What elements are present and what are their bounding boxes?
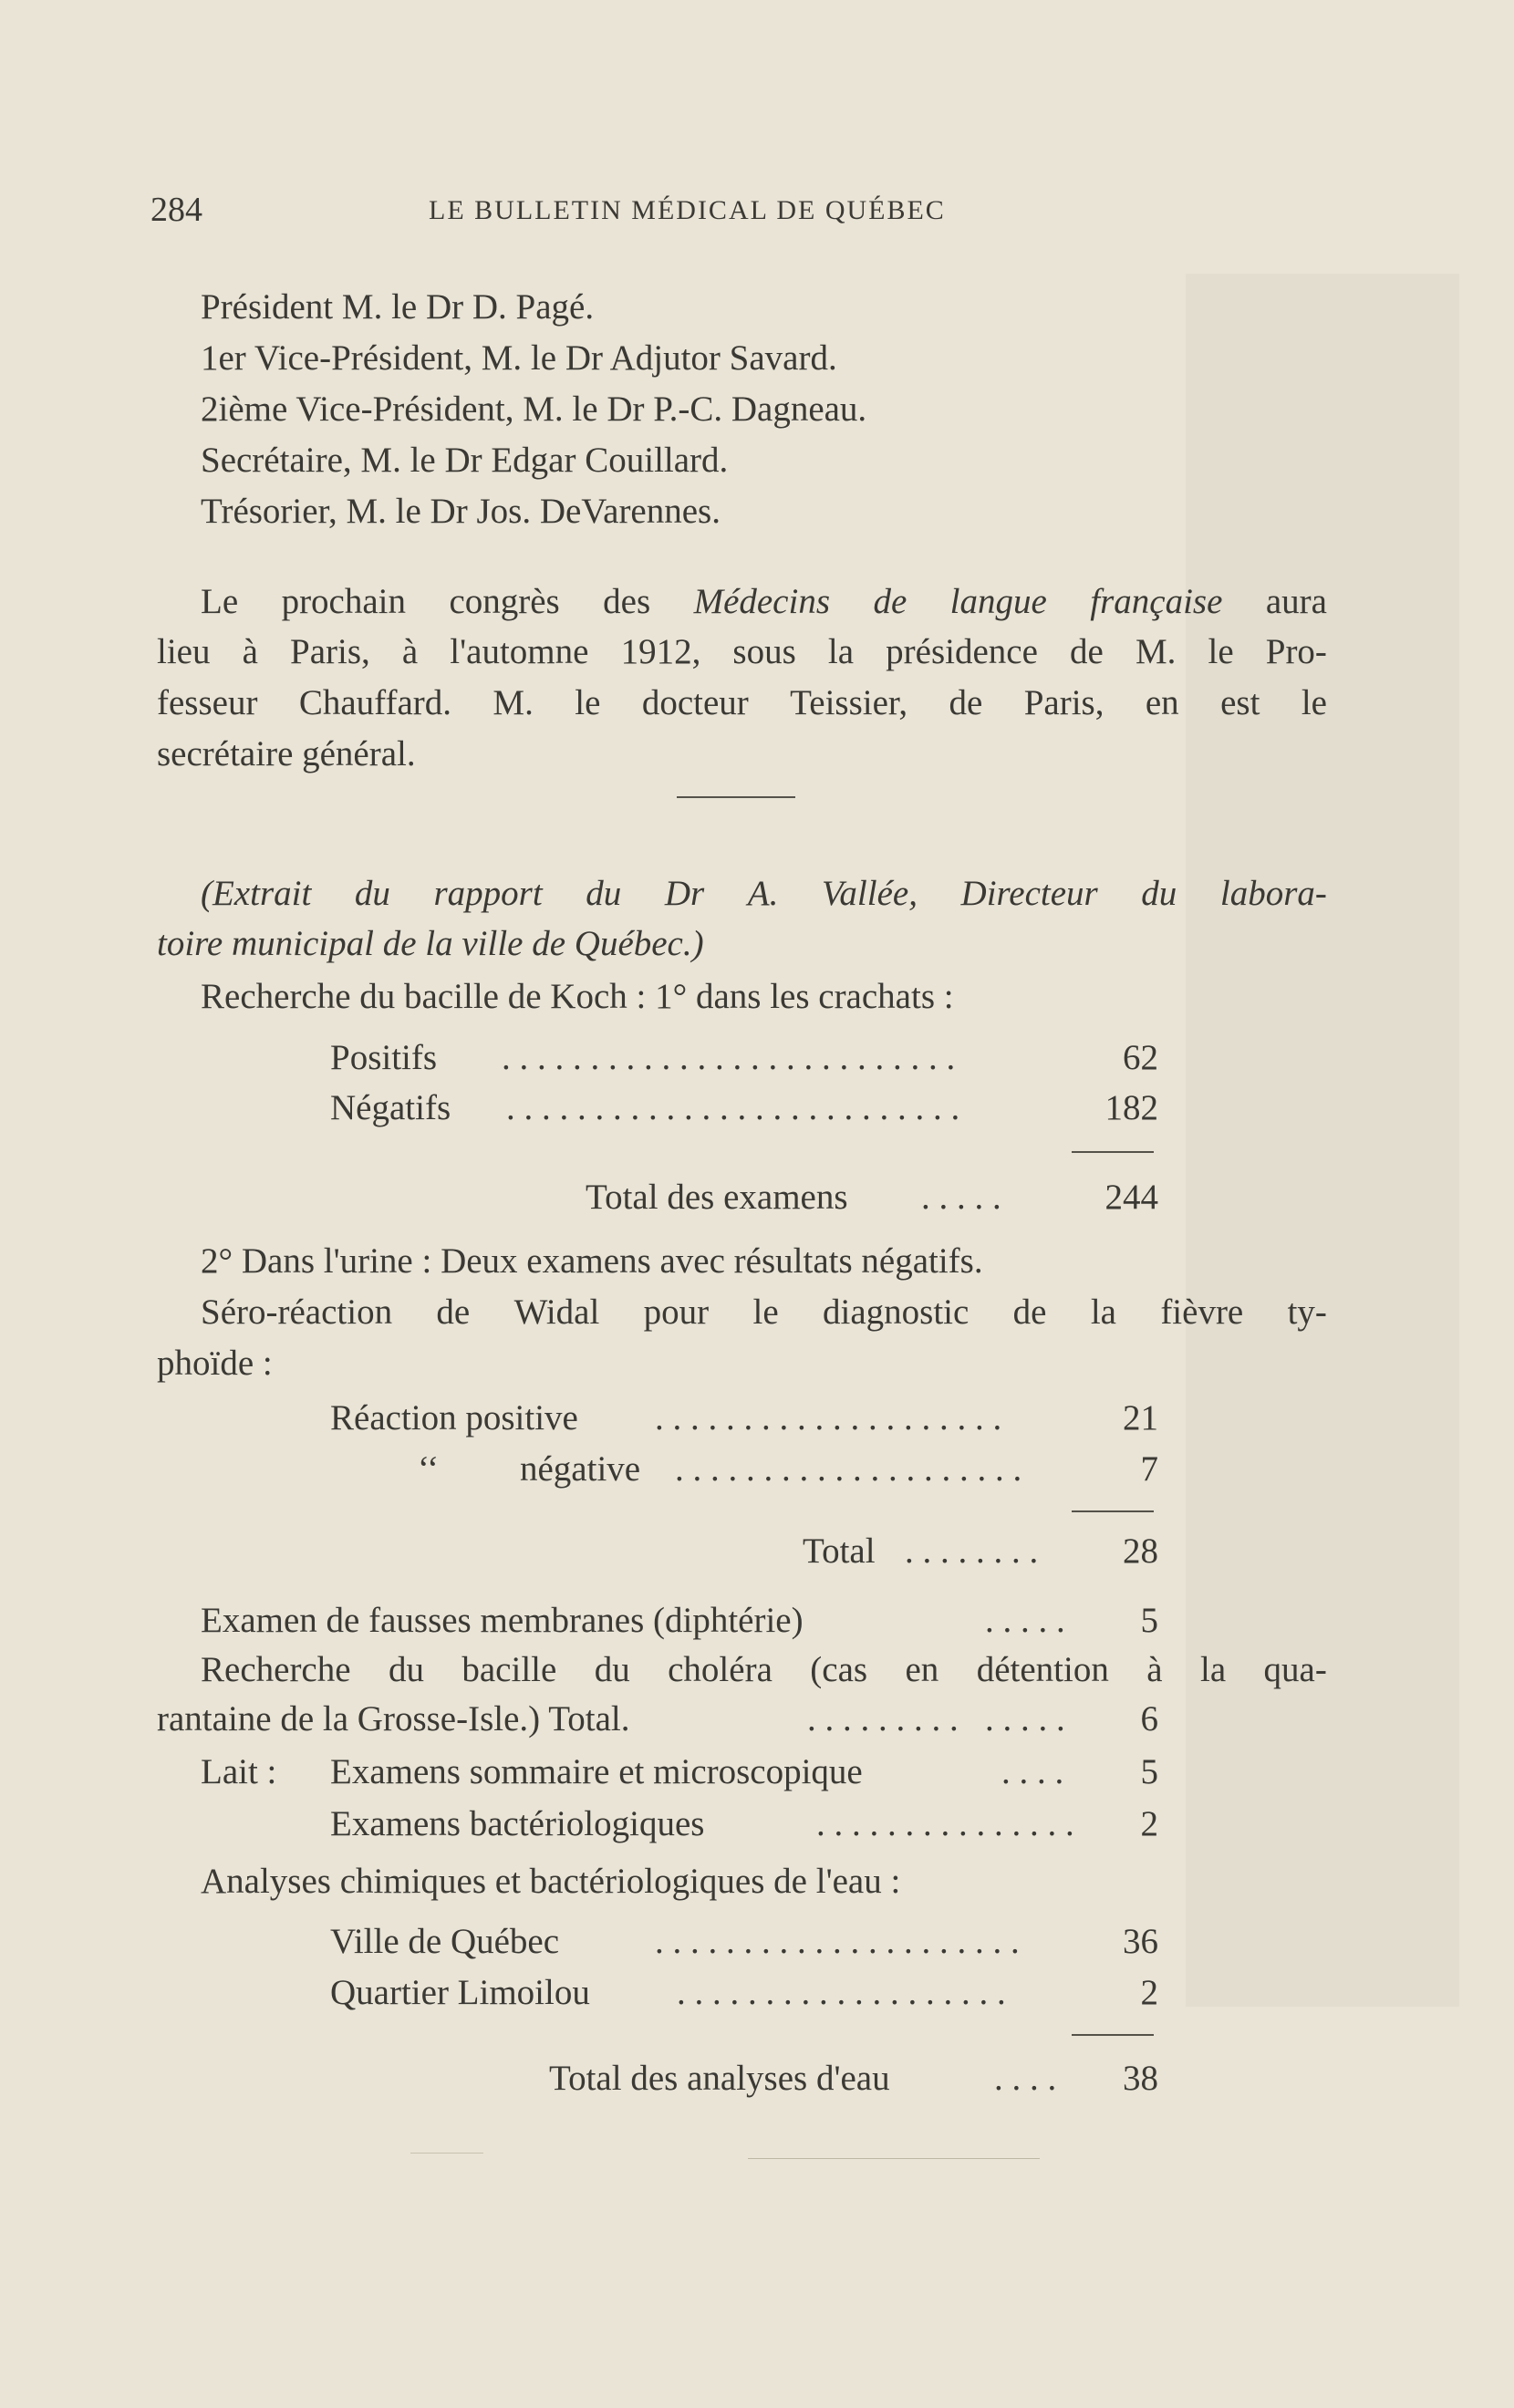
word: Teissier, bbox=[790, 683, 908, 722]
word: Le bbox=[201, 582, 239, 621]
koch-total-value: 244 bbox=[1104, 1178, 1158, 1217]
word: labora- bbox=[1219, 874, 1327, 913]
ditto-mark: ‘‘ bbox=[418, 1449, 440, 1489]
lait-sommaire-label: Examens sommaire et microscopique bbox=[330, 1752, 863, 1791]
negatifs-label: Négatifs bbox=[330, 1088, 451, 1127]
word: française bbox=[1090, 582, 1223, 621]
officer-line: Secrétaire, M. le Dr Edgar Couillard. bbox=[201, 441, 729, 480]
word: (cas bbox=[810, 1650, 868, 1689]
word: des bbox=[603, 582, 651, 621]
word: le bbox=[575, 683, 601, 722]
reaction-negative-label: négative bbox=[520, 1449, 641, 1489]
word: Widal bbox=[513, 1292, 600, 1332]
word: Recherche bbox=[201, 1650, 351, 1689]
word: 1912, bbox=[620, 632, 701, 671]
word: choléra bbox=[668, 1650, 773, 1689]
word: Dr bbox=[664, 874, 705, 913]
word: qua- bbox=[1263, 1650, 1327, 1689]
widal-total-label: Total bbox=[803, 1531, 876, 1571]
widal-line-2: phoïde : bbox=[157, 1344, 273, 1383]
word: Paris, bbox=[290, 632, 370, 671]
word: le bbox=[1301, 683, 1327, 722]
word: de bbox=[873, 582, 907, 621]
word: fièvre bbox=[1160, 1292, 1244, 1332]
koch-total-label: Total des examens bbox=[586, 1178, 848, 1217]
word: prochain bbox=[281, 582, 407, 621]
faint-mark bbox=[410, 2153, 483, 2154]
congress-line-4: secrétaire général. bbox=[157, 734, 416, 773]
limoilou-value: 2 bbox=[1140, 1973, 1158, 2012]
sum-rule bbox=[1072, 1151, 1154, 1153]
reaction-positive-label: Réaction positive bbox=[330, 1398, 578, 1438]
word: du bbox=[594, 1650, 630, 1689]
water-intro: Analyses chimiques et bactériologiques de l'eau : bbox=[201, 1862, 901, 1901]
lait-bact-label: Examens bactériologiques bbox=[330, 1804, 705, 1843]
lait-prefix: Lait : bbox=[201, 1752, 277, 1791]
leader-dots: . . . . . . . . . . . . . . . . . . . . bbox=[655, 1398, 1002, 1438]
word: à bbox=[242, 632, 258, 671]
leader-dots: . . . . bbox=[994, 2059, 1057, 2098]
leader-dots: . . . . . . . . . . . . . . . bbox=[816, 1804, 1074, 1843]
word: de bbox=[1070, 632, 1104, 671]
leader-dots: . . . . . . . . . . . . . . . . . . . bbox=[677, 1973, 1006, 2012]
urine-line: 2° Dans l'urine : Deux examens avec résultats négatifs. bbox=[201, 1241, 983, 1281]
word: Séro-réaction bbox=[201, 1292, 393, 1332]
sum-rule bbox=[1072, 2034, 1154, 2036]
word: M. bbox=[1135, 632, 1177, 671]
word: la bbox=[1199, 1650, 1227, 1689]
cholera-line-1 bbox=[201, 1647, 1327, 1693]
word: en bbox=[1145, 683, 1179, 722]
section-divider bbox=[677, 796, 795, 798]
word: diagnostic bbox=[823, 1292, 970, 1332]
word: est bbox=[1220, 683, 1260, 722]
word: la bbox=[827, 632, 855, 671]
running-title: LE BULLETIN MÉDICAL DE QUÉBEC bbox=[429, 195, 946, 225]
cholera-value: 6 bbox=[1140, 1699, 1158, 1739]
widal-total-value: 28 bbox=[1123, 1531, 1158, 1571]
sum-rule bbox=[1072, 1510, 1154, 1512]
word: Chauffard. bbox=[298, 683, 451, 722]
word: du bbox=[1141, 874, 1177, 913]
word: du bbox=[586, 874, 622, 913]
word: pour bbox=[643, 1292, 710, 1332]
word: Directeur bbox=[960, 874, 1098, 913]
congress-line-1 bbox=[201, 579, 1327, 625]
word: en bbox=[905, 1650, 939, 1689]
word: Pro- bbox=[1265, 632, 1327, 671]
word: le bbox=[752, 1292, 779, 1332]
word: M. bbox=[493, 683, 534, 722]
word: à bbox=[401, 632, 419, 671]
quebec-label: Ville de Québec bbox=[330, 1922, 560, 1961]
word: à bbox=[1146, 1650, 1163, 1689]
word: bacille bbox=[461, 1650, 557, 1689]
word: le bbox=[1208, 632, 1234, 671]
word: rapport bbox=[433, 874, 543, 913]
positifs-value: 62 bbox=[1123, 1038, 1158, 1077]
page-number: 284 bbox=[150, 191, 202, 229]
word: la bbox=[1090, 1292, 1116, 1332]
leader-dots: . . . . . bbox=[921, 1178, 1001, 1217]
word: sous bbox=[732, 632, 796, 671]
congress-line-2 bbox=[157, 629, 1327, 675]
word: fesseur bbox=[157, 683, 258, 722]
word: détention bbox=[976, 1650, 1109, 1689]
cholera-line-2: rantaine de la Grosse-Isle.) Total. bbox=[157, 1699, 630, 1739]
reaction-negative-value: 7 bbox=[1140, 1449, 1158, 1489]
reaction-positive-value: 21 bbox=[1123, 1398, 1158, 1438]
lait-sommaire-value: 5 bbox=[1140, 1752, 1158, 1791]
word: aura bbox=[1265, 582, 1327, 621]
officer-line: 1er Vice-Président, M. le Dr Adjutor Savard. bbox=[201, 338, 837, 378]
officer-line: Trésorier, M. le Dr Jos. DeVarennes. bbox=[201, 492, 721, 531]
word: de bbox=[436, 1292, 471, 1332]
leader-dots: . . . . bbox=[1001, 1752, 1064, 1791]
word: Paris, bbox=[1023, 683, 1104, 722]
extract-line-2: toire municipal de la ville de Québec.) bbox=[157, 924, 704, 963]
word: du bbox=[388, 1650, 424, 1689]
word: ty- bbox=[1287, 1292, 1327, 1332]
extract-line-1 bbox=[201, 871, 1327, 917]
word: (Extrait bbox=[201, 874, 312, 913]
leader-dots: . . . . . . . . bbox=[905, 1531, 1039, 1571]
word: langue bbox=[949, 582, 1047, 621]
word: de bbox=[1012, 1292, 1047, 1332]
lait-bact-value: 2 bbox=[1140, 1804, 1158, 1843]
bleed-through bbox=[1186, 274, 1459, 2007]
word: Vallée, bbox=[821, 874, 918, 913]
koch-intro: Recherche du bacille de Koch : 1° dans les crachats : bbox=[201, 977, 954, 1016]
water-total-value: 38 bbox=[1123, 2059, 1158, 2098]
word: congrès bbox=[449, 582, 560, 621]
officer-line: 2ième Vice-Président, M. le Dr P.-C. Dagneau. bbox=[201, 389, 867, 429]
leader-dots: . . . . . . . . . . . . . . . . . . . . . bbox=[655, 1922, 1020, 1961]
membranes-label: Examen de fausses membranes (diphtérie) bbox=[201, 1601, 804, 1640]
quebec-value: 36 bbox=[1123, 1922, 1158, 1961]
word: lieu bbox=[157, 632, 211, 671]
word: Médecins bbox=[693, 582, 831, 621]
congress-line-3 bbox=[157, 680, 1327, 726]
word: docteur bbox=[641, 683, 749, 722]
water-total-label: Total des analyses d'eau bbox=[549, 2059, 890, 2098]
faint-mark bbox=[748, 2158, 1040, 2159]
widal-line-1 bbox=[201, 1290, 1327, 1335]
leader-dots: . . . . . bbox=[985, 1601, 1065, 1640]
leader-dots: . . . . . . . . . . . . . . . . . . . . bbox=[675, 1449, 1022, 1489]
leader-dots: . . . . . . . . . . . . . . bbox=[807, 1699, 1065, 1739]
word: présidence bbox=[886, 632, 1038, 671]
negatifs-value: 182 bbox=[1104, 1088, 1158, 1127]
officer-line: Président M. le Dr D. Pagé. bbox=[201, 287, 595, 327]
positifs-label: Positifs bbox=[330, 1038, 438, 1077]
leader-dots: . . . . . . . . . . . . . . . . . . . . . . . . . . bbox=[506, 1088, 960, 1127]
leader-dots: . . . . . . . . . . . . . . . . . . . . . . . . . . bbox=[502, 1038, 956, 1077]
word: de bbox=[949, 683, 983, 722]
word: l'automne bbox=[450, 632, 589, 671]
word: du bbox=[354, 874, 390, 913]
word: A. bbox=[747, 874, 779, 913]
limoilou-label: Quartier Limoilou bbox=[330, 1973, 590, 2012]
membranes-value: 5 bbox=[1140, 1601, 1158, 1640]
